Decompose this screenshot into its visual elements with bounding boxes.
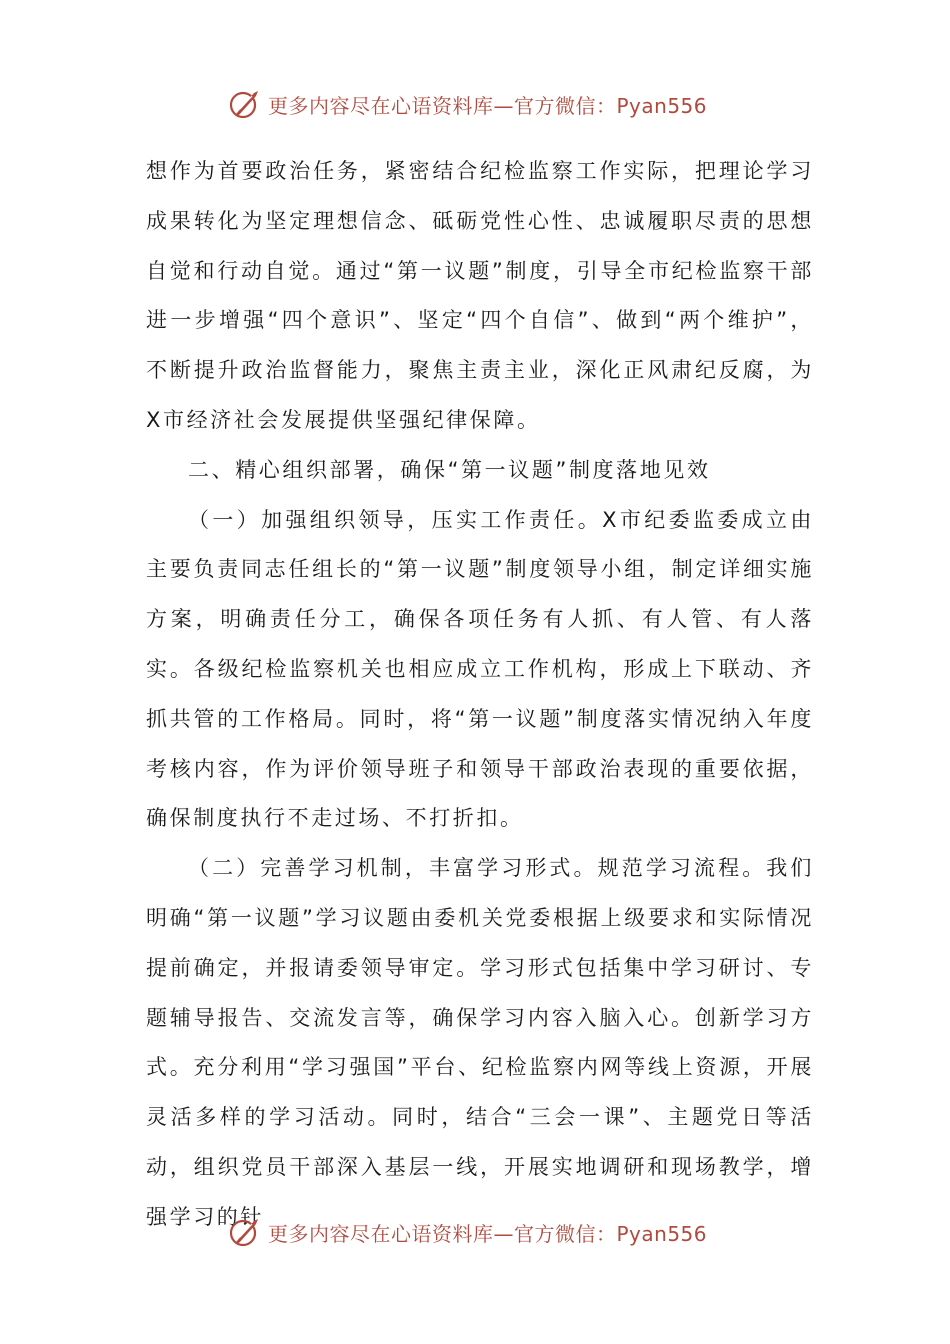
- quill-pen-circle-icon: [228, 87, 262, 121]
- quill-pen-circle-icon: [228, 1215, 262, 1249]
- header-watermark-banner: [228, 84, 748, 124]
- watermark-text: 更多内容尽在心语资料库—官方微信：Pyan556: [268, 93, 708, 118]
- footer-watermark-banner: [228, 1212, 748, 1252]
- paragraph-subsection-2: （二）完善学习机制，丰富学习形式。规范学习流程。我们明确“第一议题”学习议题由委机关党委根据上级要求和实际情况提前确定，并报请委领导审定。学习形式包括集中学习研讨、专题辅导报告、交流发言等，确保学习内容入脑入心。创新学习方式。充分利用“学习强国”平台、纪检监察内网等线上资源，开展灵活多样的学习活动。同时，结合“三会一课”、主题党日等活动，组织党员干部深入基层一线，开展实地调研和现场教学，增强学习的针: [146, 856, 814, 1229]
- paragraph-continued: 想作为首要政治任务，紧密结合纪检监察工作实际，把理论学习成果转化为坚定理想信念、砥砺党性心性、忠诚履职尽责的思想自觉和行动自觉。通过“第一议题”制度，引导全市纪检监察干部进一步增强“四个意识”、坚定“四个自信”、做到“两个维护”，不断提升政治监督能力，聚焦主责主业，深化正风肃纪反腐，为X市经济社会发展提供坚强纪律保障。: [146, 159, 814, 432]
- watermark-text: 更多内容尽在心语资料库—官方微信：Pyan556: [268, 1221, 708, 1246]
- paragraph-subsection-1: （一）加强组织领导，压实工作责任。X市纪委监委成立由主要负责同志任组长的“第一议题”制度领导小组，制定详细实施方案，明确责任分工，确保各项任务有人抓、有人管、有人落实。各级纪检监察机关也相应成立工作机构，形成上下联动、齐抓共管的工作格局。同时，将“第一议题”制度落实情况纳入年度考核内容，作为评价领导班子和领导干部政治表现的重要依据，确保制度执行不走过场、不打折扣。: [146, 507, 814, 831]
- document-body: [146, 147, 814, 1243]
- section-heading: 二、精心组织部署，确保“第一议题”制度落地见效: [188, 457, 711, 482]
